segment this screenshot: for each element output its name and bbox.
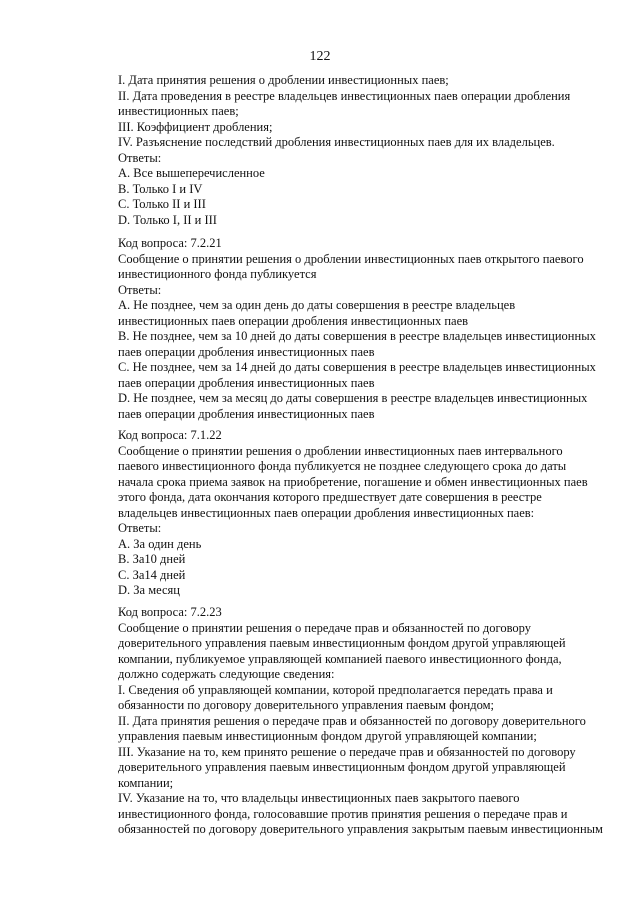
question-block-7-2-21 (118, 236, 628, 422)
text-line: Сообщение о принятии решения о дроблении инвестиционных паев открытого паевого (118, 251, 584, 266)
list-item: инвестиционного фонда, голосовавшие против принятия решения о передаче прав и (118, 806, 568, 821)
answer-option: D. За месяц (118, 583, 180, 597)
text-line: II. Дата проведения в реестре владельцев инвестиционных паев операции дробления (118, 88, 571, 103)
text-line: Сообщение о принятии решения о дроблении инвестиционных паев интервального (118, 443, 563, 458)
answer-option: D. Не позднее, чем за месяц до даты совершения в реестре владельцев инвестиционных (118, 391, 588, 405)
text-line: III. Коэффициент дробления; (118, 119, 273, 134)
answer-option: A. Не позднее, чем за один день до даты совершения в реестре владельцев (118, 298, 516, 312)
text-line: IV. Разъяснение последствий дробления инвестиционных паев для их владельцев. (118, 135, 555, 149)
answer-option: A. За один день (118, 536, 202, 551)
list-item: I. Сведения об управляющей компании, которой предполагается передать права и (118, 682, 553, 697)
list-item: обязанностей по договору доверительного управления закрытым паевым инвестиционным (118, 822, 603, 836)
answer-option: A. Все вышеперечисленное (118, 166, 265, 180)
text-line: инвестиционных паев; (118, 104, 239, 118)
list-item: III. Указание на то, кем принято решение о передаче прав и обязанностей по договору (118, 744, 576, 759)
answer-option: B. За10 дней (118, 552, 186, 566)
list-item: доверительного управления паевым инвестиционным фондом другой управляющей (118, 760, 566, 774)
question-code: Код вопроса: 7.2.21 (118, 236, 222, 250)
text-line: Сообщение о принятии решения о передаче прав и обязанностей по договору (118, 620, 531, 635)
text-line: паевого инвестиционного фонда публикуется не позднее следующего срока до даты (118, 459, 567, 473)
text-line: I. Дата принятия решения о дроблении инвестиционных паев; (118, 73, 449, 87)
text-line: начала срока приема заявок на приобретение, погашение и обмен инвестиционных паев (118, 474, 588, 489)
answer-option: D. Только I, II и III (118, 212, 217, 227)
list-item: компании; (118, 775, 174, 790)
text-line: инвестиционного фонда публикуется (118, 267, 317, 281)
answer-option: паев операции дробления инвестиционных паев (118, 344, 375, 359)
answers-label: Ответы: (118, 282, 162, 297)
list-item: управления паевым инвестиционным фондом другой управляющей компании; (118, 729, 537, 743)
answer-option: C. Не позднее, чем за 14 дней до даты совершения в реестре владельцев инвестиционных (118, 360, 596, 374)
answers-label: Ответы: (118, 150, 162, 165)
answer-option: C. За14 дней (118, 567, 186, 582)
answer-option: B. Только I и IV (118, 181, 203, 196)
question-block-7-1-22 (118, 428, 628, 599)
question-block-continuation (118, 73, 628, 228)
text-line: владельцев инвестиционных паев операции дробления инвестиционных паев: (118, 505, 535, 520)
answer-option: инвестиционных паев операции дробления инвестиционных паев (118, 313, 469, 328)
answer-option: паев операции дробления инвестиционных паев (118, 375, 375, 390)
list-item: II. Дата принятия решения о передаче прав и обязанностей по договору доверительного (118, 713, 586, 728)
text-line: этого фонда, дата окончания которого предшествует дате совершения в реестре (118, 490, 542, 504)
list-item: обязанности по договору доверительного управления паевым фондом; (118, 698, 495, 712)
answers-label: Ответы: (118, 521, 162, 535)
answer-option: C. Только II и III (118, 197, 206, 211)
list-item: IV. Указание на то, что владельцы инвестиционных паев закрытого паевого (118, 791, 520, 805)
answer-option: B. Не позднее, чем за 10 дней до даты совершения в реестре владельцев инвестиционных (118, 329, 596, 343)
answer-option: паев операции дробления инвестиционных паев (118, 406, 375, 421)
question-code: Код вопроса: 7.2.23 (118, 605, 222, 619)
question-code: Код вопроса: 7.1.22 (118, 428, 222, 442)
text-line: компании, публикуемое управляющей компанией паевого инвестиционного фонда, (118, 651, 562, 666)
text-line: доверительного управления паевым инвестиционным фондом другой управляющей (118, 636, 566, 650)
text-line: должно содержать следующие сведения: (118, 667, 335, 681)
question-block-7-2-23 (118, 605, 628, 838)
page-number: 122 (309, 49, 331, 64)
